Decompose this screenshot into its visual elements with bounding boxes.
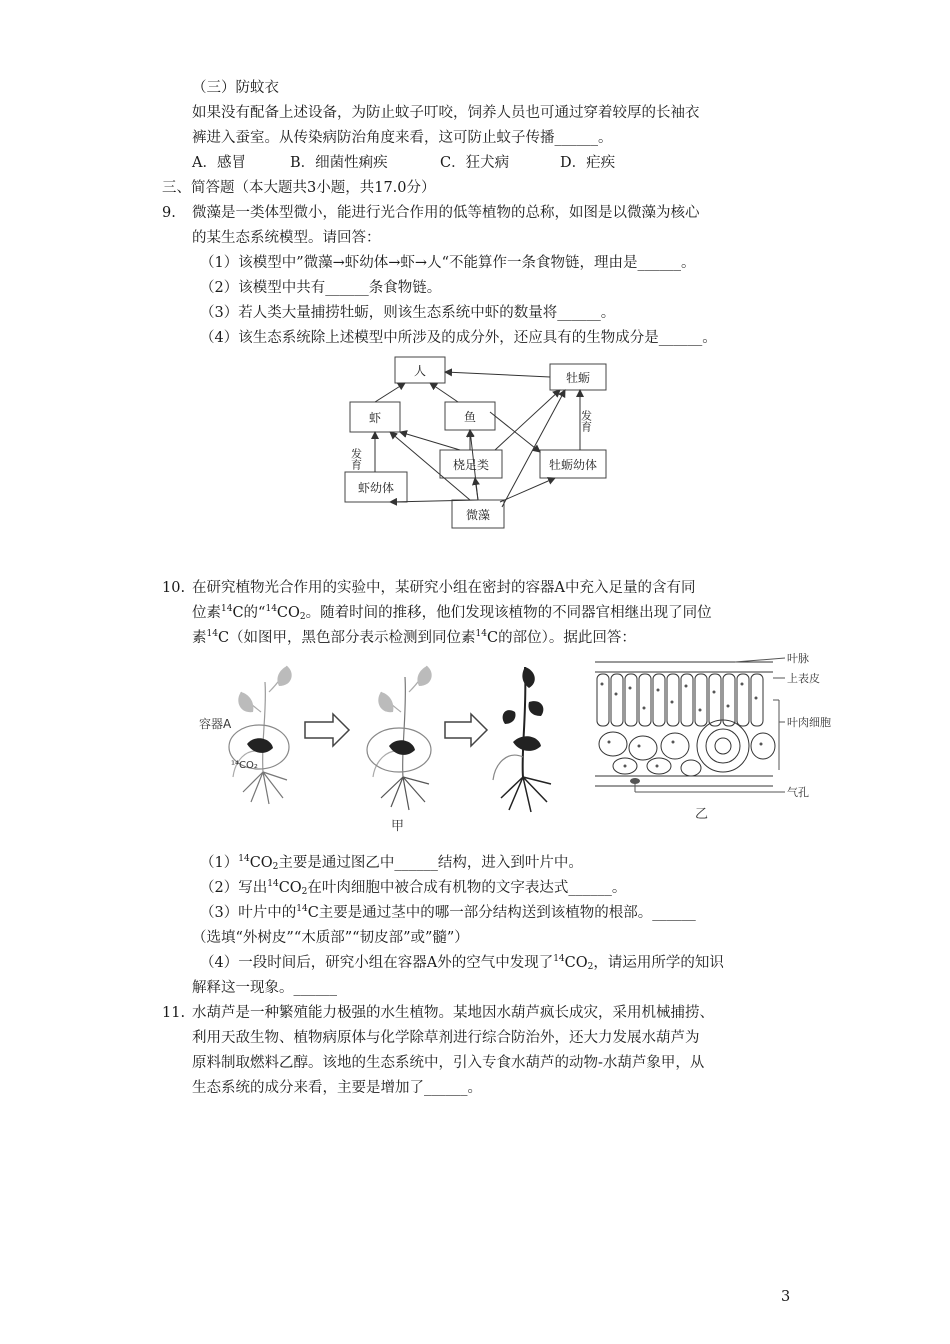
question-number: 11. <box>162 1005 186 1021</box>
container-label: 容器A <box>199 717 232 731</box>
question-text: 位素$^{14}$C的“$^{14}CO_2$。随着时间的推移，他们发现该植物的不同器官相继出现了同位 <box>192 604 712 622</box>
question-number: 10. <box>162 580 186 596</box>
node-muli: 牡蛎 <box>565 371 591 385</box>
option-c: C．狂犬病 <box>440 155 510 171</box>
label-shangbiaopi: 上表皮 <box>787 672 820 685</box>
options-row <box>192 153 615 173</box>
paragraph-line: 裤进入蚕室。从传染病防治角度来看，这可防止蚊子传播______。 <box>192 130 613 146</box>
label-qikong: 气孔 <box>787 786 809 799</box>
question-text: 素$^{14}$C（如图甲，黑色部分表示检测到同位素$^{14}$C的部位）。据此回答： <box>192 629 636 646</box>
node-weizao: 微藻 <box>465 508 491 522</box>
label-yemai: 叶脉 <box>787 652 809 665</box>
sub-question: （4）该生态系统除上述模型中所涉及的成分外，还应具有的生物成分是______。 <box>200 330 717 346</box>
figure-label-yi: 乙 <box>695 807 709 822</box>
co2-label: ¹⁴CO₂ <box>231 760 258 771</box>
question-text: 微藻是一类体型微小，能进行光合作用的低等植物的总称，如图是以微藻为核心 <box>192 205 700 221</box>
sub-question: （1）该模型中”微藻→虾幼体→虾→人“不能算作一条食物链，理由是______。 <box>200 255 696 271</box>
node-yu: 鱼 <box>463 410 477 424</box>
sub-question: （选填“外树皮”“木质部”“韧皮部”或”髓”） <box>192 930 469 946</box>
question-text: 在研究植物光合作用的实验中，某研究小组在密封的容器A中充入足量的含有同 <box>192 580 696 596</box>
sub-question: （2）该模型中共有______条食物链。 <box>200 280 442 296</box>
subsection-heading: （三）防蚊衣 <box>192 80 279 96</box>
node-raozu: 桡足类 <box>452 458 490 472</box>
node-muli-youti: 牡蛎幼体 <box>548 458 598 472</box>
page-number: 3 <box>781 1289 791 1305</box>
option-b: B．细菌性痢疾 <box>290 155 388 171</box>
label-yeroushibao: 叶肉细胞 <box>787 716 831 729</box>
label-fayu-right: 发育 <box>579 410 593 432</box>
figure-yi-leaf-section <box>595 650 835 825</box>
node-xia-youti: 虾幼体 <box>357 481 395 495</box>
question-text: 生态系统的成分来看，主要是增加了______。 <box>192 1080 482 1096</box>
section-title: 三、简答题（本大题共3小题，共17.0分） <box>162 180 436 196</box>
option-a: A．感冒 <box>192 155 246 171</box>
figure-label-jia: 甲 <box>391 819 405 832</box>
question-text: 利用天敌生物、植物病原体与化学除草剂进行综合防治外，还大力发展水葫芦为 <box>192 1030 700 1046</box>
sub-question: （4）一段时间后，研究小组在容器A外的空气中发现了$^{14}CO_2$，请运用所学的知识 <box>200 954 724 972</box>
paragraph-line: 如果没有配备上述设备，为防止蚊子叮咬，饲养人员也可通过穿着较厚的长袖衣 <box>192 105 700 121</box>
sub-question: （3）若人类大量捕捞牡蛎，则该生态系统中虾的数量将______。 <box>200 305 616 321</box>
node-ren: 人 <box>413 364 427 378</box>
question-text: 的某生态系统模型。请回答： <box>192 230 381 246</box>
question-number: 9. <box>162 205 176 221</box>
food-web-diagram <box>330 352 620 532</box>
option-d: D．疟疾 <box>560 155 616 171</box>
sub-question: $(1)^{14}CO_2$主要是通过图乙中______结构，进入到叶片中。 <box>200 854 583 872</box>
node-xia: 虾 <box>368 411 382 425</box>
label-fayu-left: 发育 <box>349 448 363 470</box>
figure-jia-plants <box>195 652 595 832</box>
sub-question: （3）叶片中的$^{14}$C主要是通过茎中的哪一部分结构送到该植物的根部。______ <box>200 904 696 921</box>
sub-question: （2）写出$^{14}CO_2$在叶肉细胞中被合成有机物的文字表达式______。 <box>200 879 627 897</box>
sub-question: 解释这一现象。______ <box>192 980 337 996</box>
question-text: 水葫芦是一种繁殖能力极强的水生植物。某地因水葫芦疯长成灾，采用机械捕捞、 <box>192 1005 714 1021</box>
question-text: 原料制取燃料乙醇。该地的生态系统中，引入专食水葫芦的动物-水葫芦象甲，从 <box>192 1055 705 1071</box>
